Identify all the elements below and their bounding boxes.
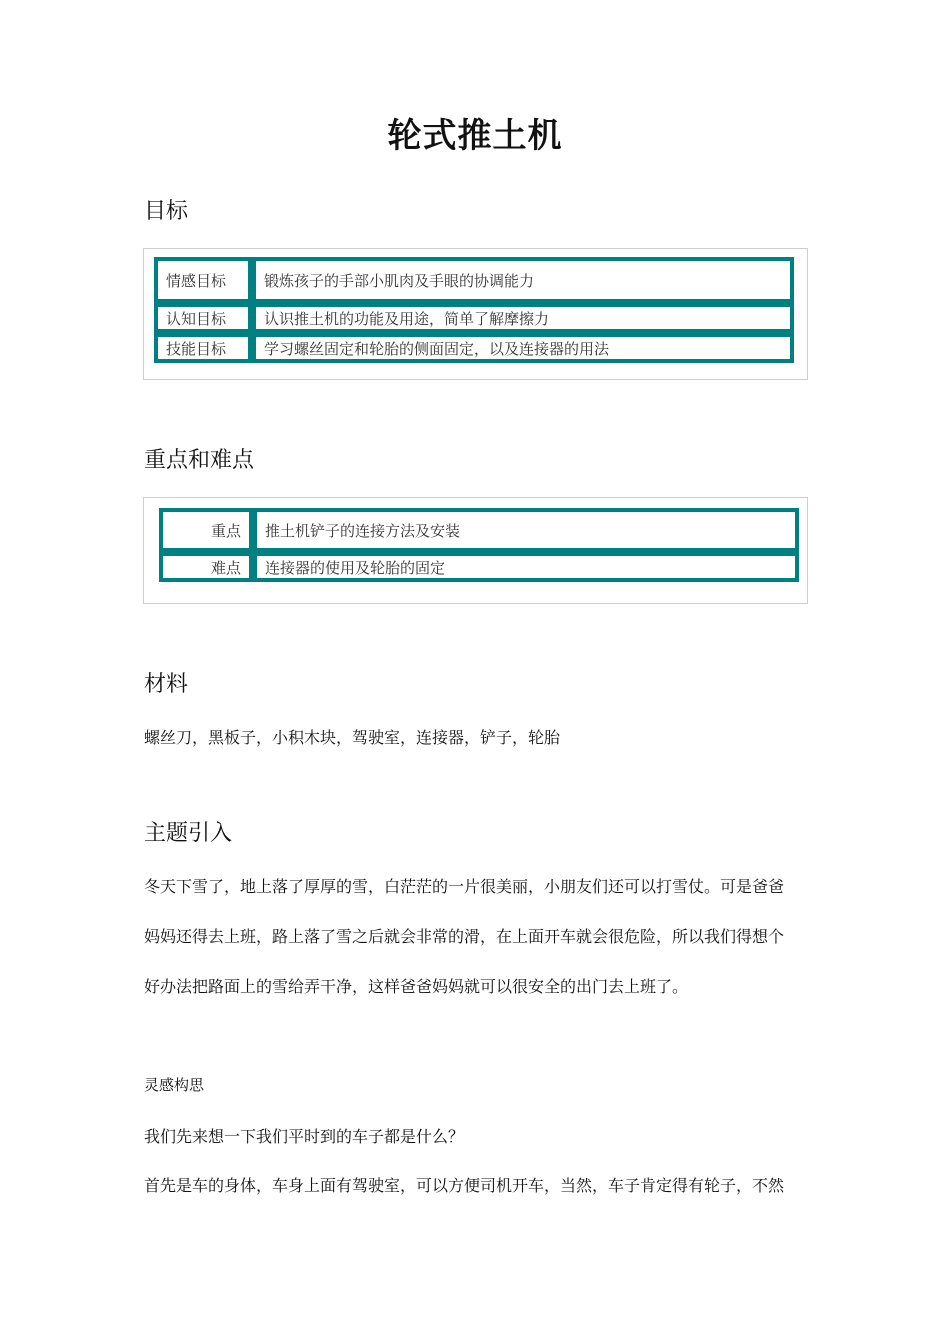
table-row [154, 303, 794, 333]
table-row [159, 552, 799, 582]
intro-line: 妈妈还得去上班，路上落了雪之后就会非常的滑，在上面开车就会很危险，所以我们得想个 [144, 927, 785, 946]
inspiration-line: 首先是车的身体，车身上面有驾驶室，可以方便司机开车，当然，车子肯定得有轮子，不然 [144, 1176, 785, 1195]
goals-row-content: 认识推土机的功能及用途，简单了解摩擦力 [252, 303, 794, 333]
key-points-row-label: 重点 [159, 508, 253, 552]
key-points-row-content: 推土机铲子的连接方法及安装 [253, 508, 799, 552]
key-points-heading: 重点和难点 [144, 448, 255, 473]
goals-row-label: 情感目标 [154, 257, 252, 303]
goals-row-label: 认知目标 [154, 303, 252, 333]
materials-heading: 材料 [144, 672, 189, 697]
goals-row-content: 锻炼孩子的手部小肌肉及手眼的协调能力 [252, 257, 794, 303]
intro-line: 冬天下雪了，地上落了厚厚的雪，白茫茫的一片很美丽，小朋友们还可以打雪仗。可是爸爸 [144, 877, 785, 896]
inspiration-heading: 灵感构思 [144, 1076, 205, 1094]
inspiration-line: 我们先来想一下我们平时到的车子都是什么？ [144, 1127, 465, 1146]
intro-heading: 主题引入 [144, 821, 233, 846]
table-row [159, 508, 799, 552]
key-points-row-label: 难点 [159, 552, 253, 582]
key-points-table [159, 508, 799, 582]
goals-table [154, 257, 794, 363]
table-row [154, 257, 794, 303]
key-points-table-frame [143, 497, 808, 604]
goals-table-frame [143, 248, 808, 380]
key-points-row-content: 连接器的使用及轮胎的固定 [253, 552, 799, 582]
materials-text: 螺丝刀，黑板子，小积木块，驾驶室，连接器，铲子，轮胎 [144, 728, 561, 747]
table-row [154, 333, 794, 363]
goals-heading: 目标 [144, 199, 189, 224]
page-title: 轮式推土机 [387, 116, 563, 156]
goals-row-label: 技能目标 [154, 333, 252, 363]
goals-row-content: 学习螺丝固定和轮胎的侧面固定，以及连接器的用法 [252, 333, 794, 363]
intro-line: 好办法把路面上的雪给弄干净，这样爸爸妈妈就可以很安全的出门去上班了。 [144, 977, 689, 996]
